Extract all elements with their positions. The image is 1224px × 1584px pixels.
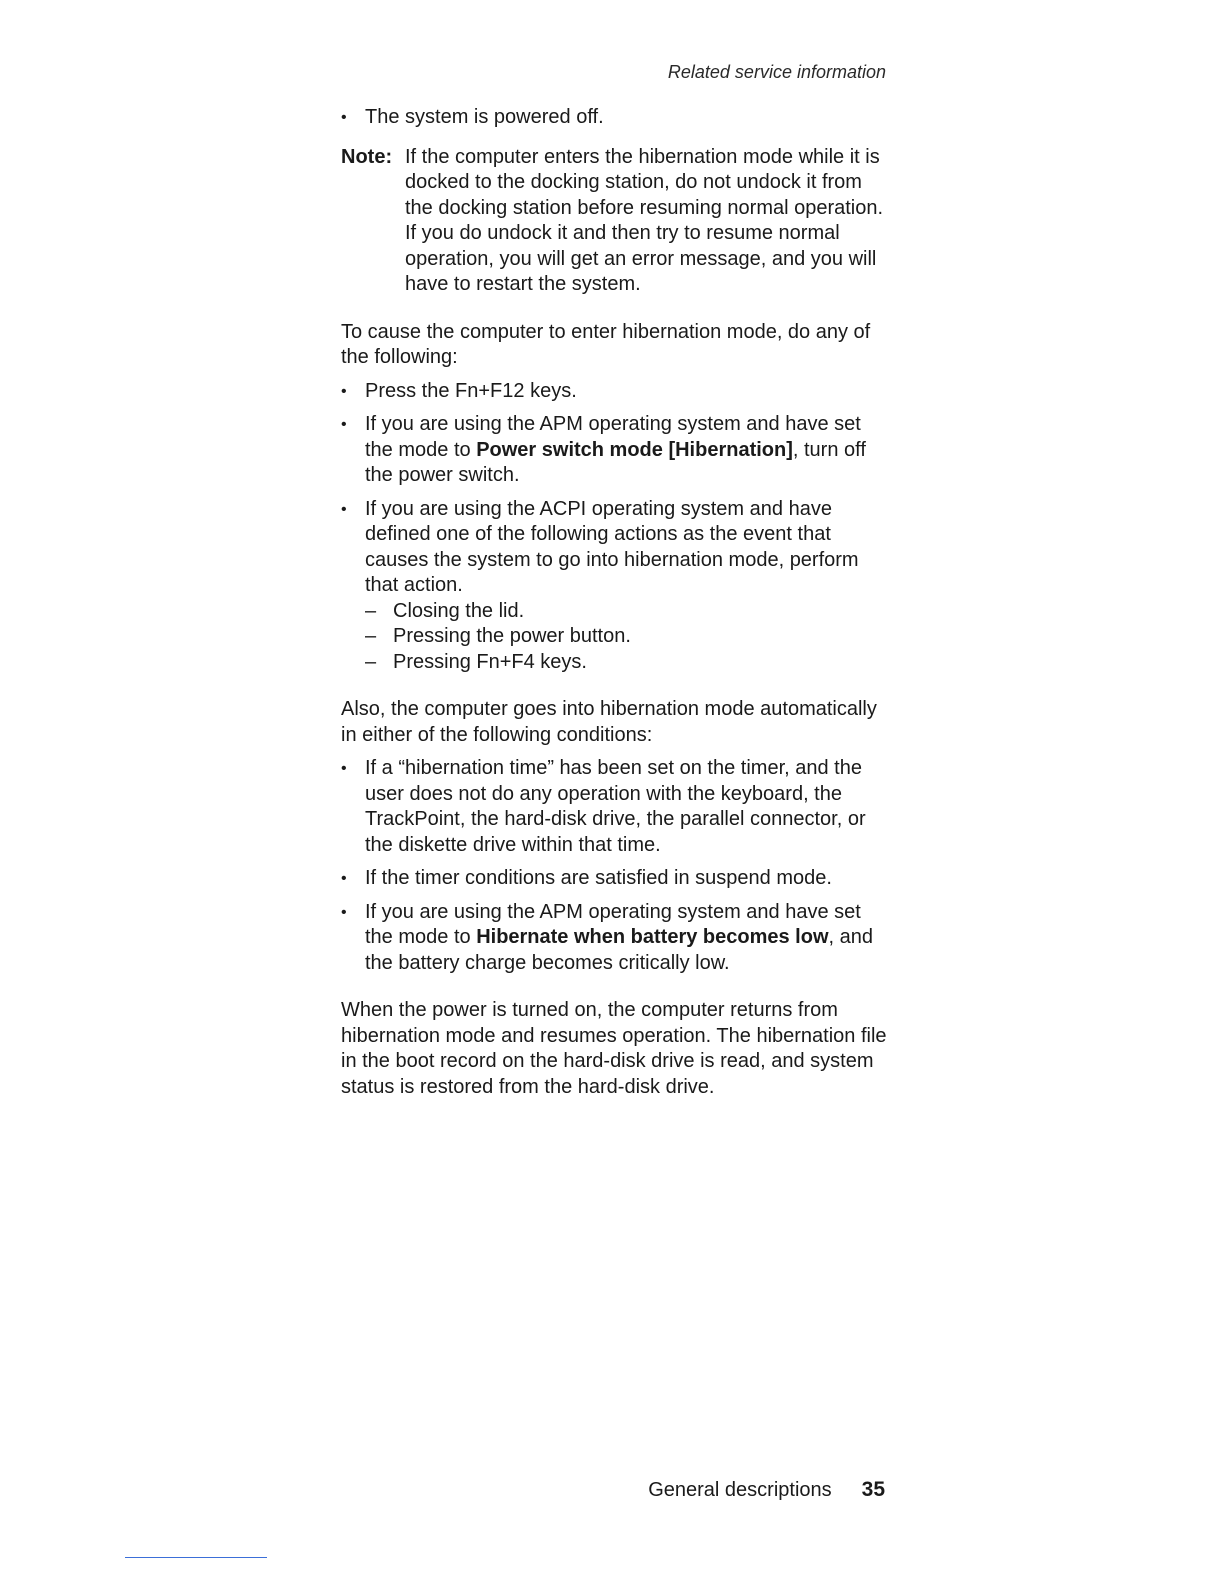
list-item-press-keys: • Press the Fn+F12 keys. [341,379,889,405]
list-item-acpi [341,497,889,676]
list-item: • The system is powered off. [341,105,889,131]
apm-mode-name: Power switch mode [Hibernation] [476,438,793,461]
running-header: Related service information [667,62,886,82]
resume-paragraph: When the power is turned on, the computer returns from hibernation mode and resumes operation. The hibernation file in the boot record on the hard-disk drive is read, and system status is restored from the hard-disk drive. [341,999,887,1098]
list-item-apm-power-switch [341,412,889,489]
list-item-suspend: • If the timer conditions are satisfied in suspend mode. [341,866,889,892]
bottom-rule [125,1557,267,1558]
battery-text-after: , and the battery charge becomes critically low. [365,926,873,974]
note-text: If the computer enters the hibernation mode while it is docked to the docking station, do not undock it from the docking station before resuming normal operation. If you do undock it and then try to resume normal operation, you will get an error message, and you will have to restart the system. [405,145,884,295]
acpi-text: • If you are using the ACPI operating system and have defined one of the following actions as the event that causes the system to go into hibernation mode, perform that action. [365,497,859,596]
list-item-battery [341,900,889,977]
note-block [341,145,889,298]
page-number: 35 [861,1478,885,1501]
apm-text-before: If you are using the APM operating system and have set the mode to [365,413,861,461]
acpi-action-item: – Pressing Fn+F4 keys. [365,650,889,676]
apm-text-after: , turn off the power switch. [365,438,866,486]
battery-text-before: If you are using the APM operating system and have set the mode to [365,900,861,948]
acpi-action-item: – Pressing the power button. [365,624,889,650]
acpi-action-list [365,599,889,676]
page-footer [648,1478,885,1502]
acpi-action-item: – Closing the lid. [365,599,889,625]
list-item-timer: • If a “hibernation time” has been set on the timer, and the user does not do any operation with the keyboard, the TrackPoint, the hard-disk drive, the parallel connector, or the diskette drive within that time. [341,756,889,858]
cause-intro-paragraph: To cause the computer to enter hibernation mode, do any of the following: [341,320,871,368]
page-body [341,105,889,1108]
note-label: Note: [341,145,393,168]
battery-mode-name: Hibernate when battery becomes low [476,926,829,948]
footer-section-title: General descriptions [648,1479,832,1501]
auto-intro-paragraph: Also, the computer goes into hibernation mode automatically in either of the following conditions: [341,698,877,746]
